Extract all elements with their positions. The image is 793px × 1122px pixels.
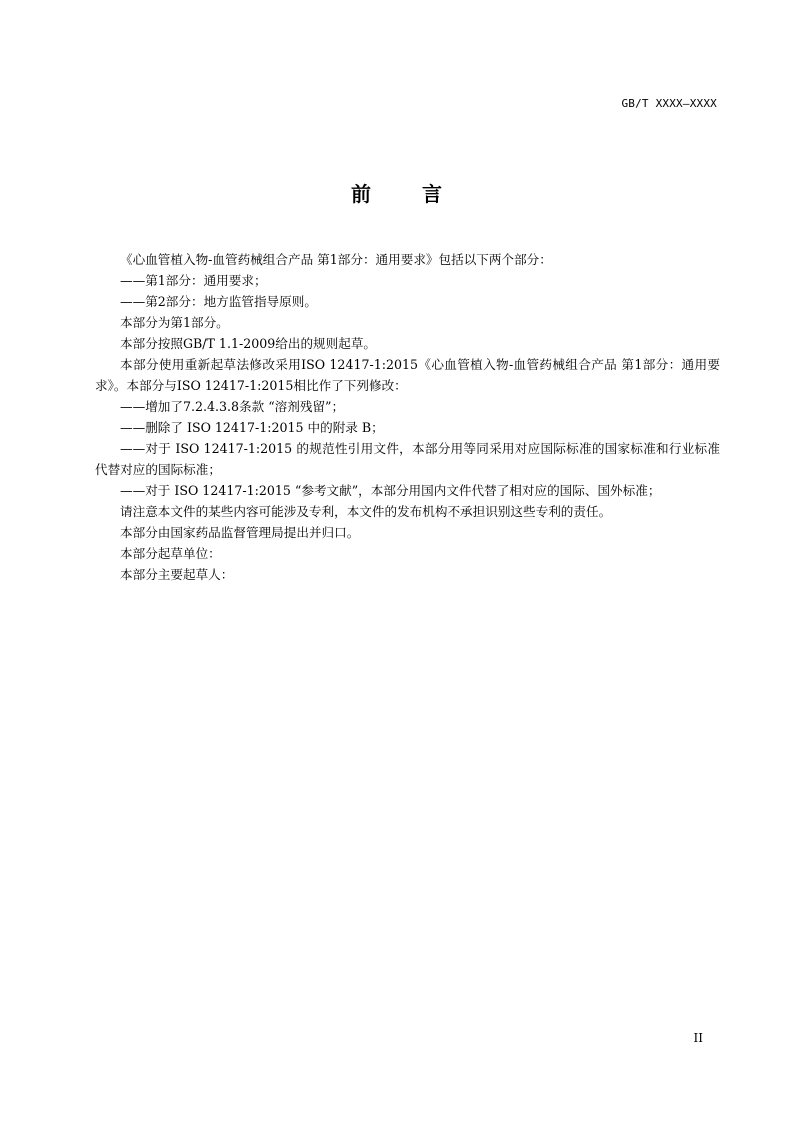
paragraph-patent-notice: 请注意本文件的某些内容可能涉及专利，本文件的发布机构不承担识别这些专利的责任。 <box>120 504 612 519</box>
paragraph-part-1: ——第1部分：通用要求； <box>120 273 267 288</box>
paragraph-change-added: ——增加了7.2.4.3.8条款 “溶剂残留”； <box>120 399 345 414</box>
paragraph-adoption: 本部分使用重新起草法修改采用ISO 12417-1:2015《心血管植入物-血管药械组合产品 第1部分：通用要求》。本部分与ISO 12417-1:2015相比作了下列修改： <box>95 357 720 393</box>
paragraph-change-bibliography: ——对于 ISO 12417-1:2015 “参考文献”，本部分用国内文件代替了相对应的国际、国外标准； <box>120 483 661 498</box>
page-number: II <box>693 1031 703 1045</box>
paragraph-drafters: 本部分主要起草人： <box>120 567 234 582</box>
paragraph-drafting-units: 本部分起草单位： <box>120 546 221 561</box>
paragraph-change-normative-refs: ——对于 ISO 12417-1:2015 的规范性引用文件，本部分用等同采用对应国际标准的国家标准和行业标准代替对应的国际标准； <box>95 441 720 477</box>
document-code: GB/T XXXX—XXXX <box>621 97 717 110</box>
paragraph-scope: 《心血管植入物-血管药械组合产品 第1部分：通用要求》包括以下两个部分： <box>120 252 552 267</box>
foreword-body <box>95 249 720 585</box>
paragraph-this-part: 本部分为第1部分。 <box>120 315 229 330</box>
paragraph-change-deleted: ——删除了 ISO 12417-1:2015 中的附录 B； <box>120 420 384 435</box>
paragraph-part-2: ——第2部分：地方监管指导原则。 <box>120 294 317 309</box>
page-title: 前 言 <box>351 182 464 206</box>
paragraph-proposer: 本部分由国家药品监督管理局提出并归口。 <box>120 525 360 540</box>
paragraph-drafting-rules: 本部分按照GB/T 1.1-2009给出的规则起草。 <box>120 336 377 351</box>
